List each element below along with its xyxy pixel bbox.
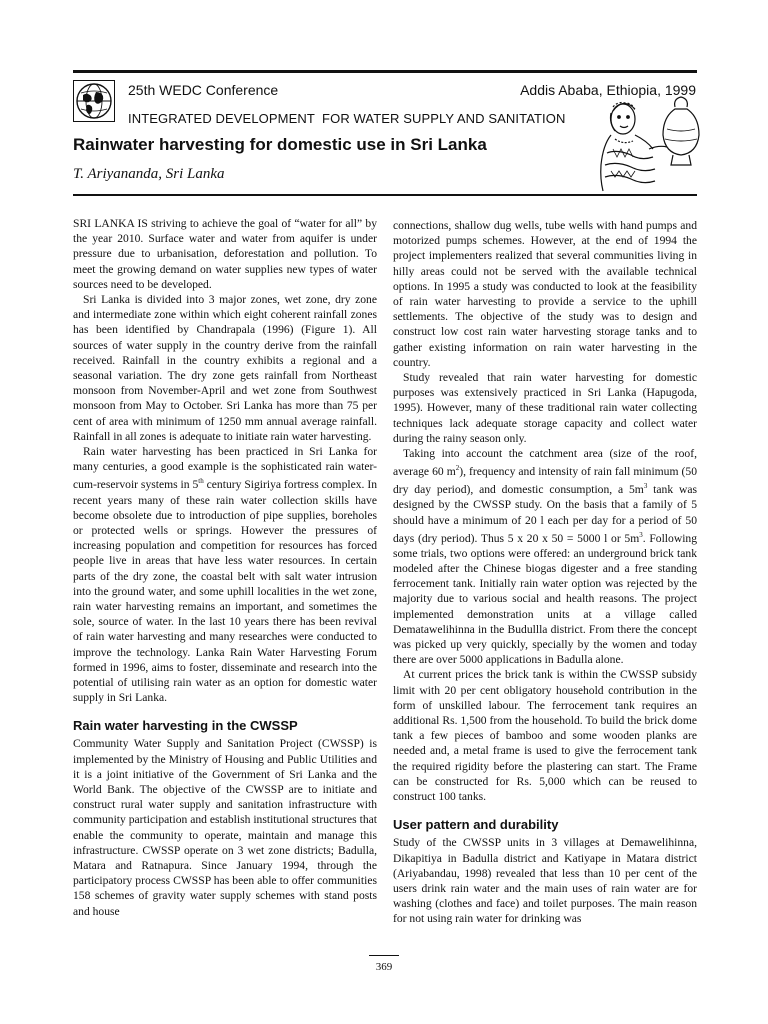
catchment-paragraph (393, 446, 697, 667)
intro-paragraph-1: SRI LANKA IS striving to achieve the goal of “water for all” by the year 2010. Surface water and water from aquifer is under pressure due to urbanisation, deforestation and pollution. To meet the growing demand on water supplies new types of water sources need to be developed. (73, 217, 377, 291)
conference-location: Addis Ababa, Ethiopia, 1999 (520, 82, 696, 98)
header-bottom-rule (73, 194, 697, 196)
intro-paragraph-3-part-b: century Sigiriya fortress complex. In recent years many of these rain water collection skills have become obsolete due to introduction of pipe supplies, boreholes or protected wells or springs. However the pressures of increasing population and competition for resources has forced people live in areas that have less water resources. In certain parts of the dry zone, the coastal belt with salt water intrusion into the ground water, and some uphill localities in the wet zone, rain water harvesting remains an important, and sometimes the sole, source of water. In the last 10 years there has been revival of rain water harvesting and many researches were conducted to improve the technology. Lanka Rain Water Harvesting Forum formed in 1996, aims to foster, disseminate and research into the potential of utilising rain water as an option for domestic water supply in Sri Lanka. (73, 478, 377, 705)
cwssp-paragraph: Community Water Supply and Sanitation Project (CWSSP) is implemented by the Ministry of Housing and Public Utilities and it is a joint initiative of the Government of Sri Lanka and the World Bank. The objective of the CWSSP are to initiate and construct rural water supply and sanitation infrastructure with community participation and establish institutional structures that enable the community to operate, maintain and manage this infrastructure. CWSSP operate on 3 wet zone districts; Badulla, Matara and Ratnapura. Since January 1994, through the participatory process CWSSP has been able to offer communities 158 schemes of gravity water supply schemes with stand posts and house (73, 737, 377, 918)
intro-paragraph-3-part-a: Rain water harvesting has been practiced in Sri Lanka for many centuries, a good example is the sophisticated rain water-cum-reservoir systems in 5 (73, 445, 377, 492)
right-text-column (393, 218, 697, 927)
water-carrier-illustration-icon (593, 93, 703, 193)
catchment-part-c: tank was designed by the CWSSP study. On the basis that a family of 5 should have a minimum of 20 l each per day for a period of 50 days (dry period). Thus 5 x 20 x 50 = 5000 l or 5m (393, 483, 698, 545)
wedc-globe-logo-icon (73, 80, 115, 122)
header-top-rule (73, 70, 697, 73)
paper-author: T. Ariyananda, Sri Lanka (73, 166, 225, 182)
superscript-3a: 3 (643, 482, 648, 491)
catchment-part-d: . Following some trials, two options were offered: an underground brick tank modeled after the Chinese biogas digester and a free standing ferrocement tank. Initially rain water option was rejected by the majority due to various social and health reasons. The project implemented demonstration units at a village called Dematawelihinna in the Budullla district. From there the concept was picked up very quickly, specially by the women and today there are over 5000 applications in Badulla alone. (393, 531, 698, 667)
prices-paragraph: At current prices the brick tank is within the CWSSP subsidy limit with 20 per cent obligatory household contribution in the form of unskilled labour. The ferrocement tank requires an additional Rs. 1,500 from the household. To build the brick dome tank a few pieces of bamboo and some wooden planks are needed and, a metal frame is used to give the ferrocement tank the required rigidity before the plastering can start. The Frame can be constructed for Rs. 5,000 which can be reused to construct 100 tanks. (393, 668, 697, 804)
catchment-part-a: Taking into account the catchment area (size of the roof, average 60 m (393, 447, 697, 479)
user-pattern-paragraph: Study of the CWSSP units in 3 villages at Demawelihinna, Dikapitiya in Badulla district and Katiyape in Matara district (Ariyabandau, 1998) revealed that less than 10 per cent of the users drink rain water and the main uses of rain water are for washing (clothes and face) and toilet purposes. The main reason for not using rain water for drinking was (393, 836, 697, 926)
section-heading-cwssp: Rain water harvesting in the CWSSP (73, 718, 298, 734)
continued-paragraph: connections, shallow dug wells, tube wells with hand pumps and motorized pumps schemes. However, at the end of 1994 the project implementers realized that several communities living in hilly areas could not be served with the available technical options. In 1995 a study was conducted to look at the feasibility of rain water harvesting to provide a service to the uphill settlements. The objective of the study was to design and construct low cost rain water harvesting storage tanks and to gather existing information on rain water harvesting in the country. (393, 219, 697, 369)
conference-name: 25th WEDC Conference (128, 82, 279, 98)
intro-paragraph-2: Sri Lanka is divided into 3 major zones, wet zone, dry zone and intermediate zone within which eight coherent rainfall zones has been identified by Chandrapala (1996) (Figure 1). All sources of water supply in the country derive from the rainfall received. Rainfall in the country exhibits a regional and a seasonal variation. The dry zone gets rainfall from Northeast monsoon from November-April and wet zone from Southwest monsoon from May to October. Sri Lanka has more than 75 per cent of area with minimum of 1250 mm annual average rainfall. Rainfall in all zones is adequate to initiate rain water harvesting. (73, 293, 377, 443)
footer-rule (369, 955, 399, 956)
paper-title: Rainwater harvesting for domestic use in Sri Lanka (73, 135, 487, 154)
study-paragraph: Study revealed that rain water harvesting for domestic purposes was extensively practiced in Sri Lanka (Hapugoda, 1995). However, many of these traditional rain water collecting techniques lack adequate storage capacity and collect water during the rainy season only. (393, 371, 697, 445)
page-number: 369 (375, 961, 393, 973)
catchment-part-b: ), frequency and intensity of rain fall minimum (50 dry day period), and domestic consumption, a 5m (393, 465, 697, 497)
section-heading-user-pattern: User pattern and durability (393, 817, 559, 833)
superscript-2: 2 (455, 464, 460, 473)
superscript-th: th (198, 477, 204, 486)
intro-paragraph-3 (73, 444, 377, 705)
superscript-3b: 3 (639, 530, 643, 539)
left-text-column (73, 216, 377, 919)
conference-theme: INTEGRATED DEVELOPMENT FOR WATER SUPPLY AND SANITATION (128, 111, 566, 126)
